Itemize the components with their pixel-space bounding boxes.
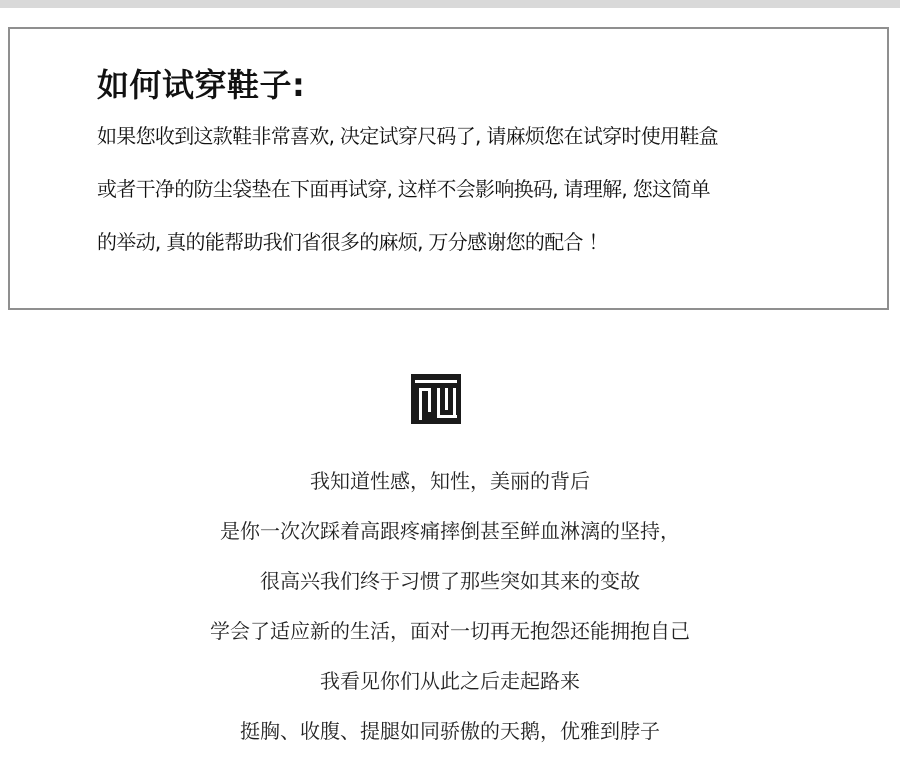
notice-body [97,122,837,281]
poem-line: 我看见你们从此之后走起路来 [320,669,580,693]
poem-line: 很高兴我们终于习惯了那些突如其来的变故 [260,569,640,593]
poem-line: 学会了适应新的生活，面对一切再无抱怨还能拥抱自己 [210,619,690,643]
poem-line: 挺胸、收腹、提腿如同骄傲的天鹅，优雅到脖子 [240,719,660,743]
notice-line: 如果您收到这款鞋非常喜欢, 决定试穿尺码了, 请麻烦您在试穿时使用鞋盒 [97,124,718,148]
poem-line: 是你一次次踩着高跟疼痛摔倒甚至鲜血淋漓的坚持， [220,519,680,543]
top-divider-strip [0,0,900,8]
fitting-notice-box [8,27,889,310]
poem-line: 我知道性感，知性，美丽的背后 [310,469,590,493]
notice-title: 如何试穿鞋子: [97,66,306,104]
poem-section [0,466,900,766]
notice-line: 的举动, 真的能帮助我们省很多的麻烦, 万分感谢您的配合 ！ [97,230,608,254]
notice-line: 或者干净的防尘袋垫在下面再试穿, 这样不会影响换码, 请理解, 您这简单 [97,177,710,201]
brand-logo-icon [411,374,461,424]
